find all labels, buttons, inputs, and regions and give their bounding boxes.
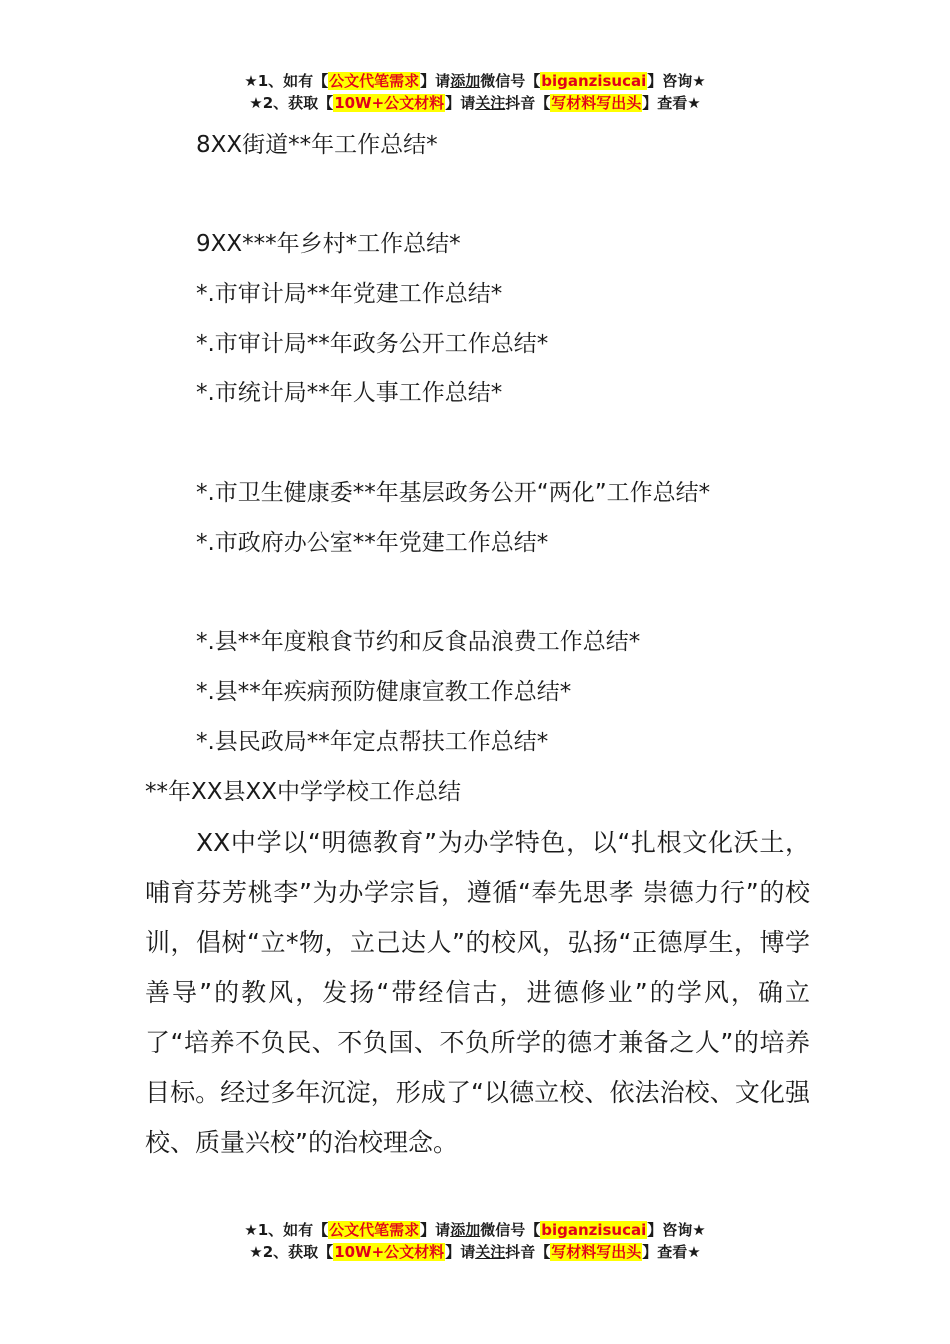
- wechat-id-highlight: biganzisucai: [541, 1221, 647, 1239]
- banner-text: 抖音【: [505, 94, 551, 112]
- header-banner: [0, 70, 950, 114]
- footer-banner: [0, 1219, 950, 1263]
- banner-line-2: [0, 1241, 950, 1263]
- document-title: **年XX县XX中学学校工作总结: [145, 779, 462, 805]
- banner-line-1: [0, 70, 950, 92]
- douyin-id-highlight: 写材料写出头: [551, 1243, 642, 1261]
- banner-text: 微信号【: [480, 72, 541, 90]
- banner-text: 微信号【: [480, 1221, 541, 1239]
- list-item: *.县**年度粮食节约和反食品浪费工作总结*: [196, 629, 641, 655]
- wechat-id-highlight: biganzisucai: [541, 72, 647, 90]
- banner-line-2: [0, 92, 950, 114]
- highlight-text: 10W+公文材料: [334, 1243, 445, 1261]
- banner-text: 】请: [420, 1221, 451, 1239]
- banner-text: ★2、获取【: [249, 94, 334, 112]
- banner-text: 】查看★: [642, 1243, 701, 1261]
- list-item: *.市政府办公室**年党建工作总结*: [196, 530, 549, 556]
- banner-text: 】请: [445, 1243, 476, 1261]
- douyin-id-highlight: 写材料写出头: [551, 94, 642, 112]
- highlight-text: 10W+公文材料: [334, 94, 445, 112]
- list-item: *.县**年疾病预防健康宣教工作总结*: [196, 679, 572, 705]
- banner-text: ★1、如有【: [244, 1221, 329, 1239]
- list-item: *.市审计局**年党建工作总结*: [196, 281, 503, 307]
- banner-text: 】咨询★: [647, 1221, 706, 1239]
- underlined-text: 添加: [450, 72, 481, 90]
- list-item: *.县民政局**年定点帮扶工作总结*: [196, 729, 549, 755]
- banner-text: 】请: [445, 94, 476, 112]
- list-item: *.市审计局**年政务公开工作总结*: [196, 331, 549, 357]
- highlight-text: 公文代笔需求: [329, 1221, 420, 1239]
- list-item: 9XX***年乡村*工作总结*: [196, 231, 461, 257]
- banner-text: 】请: [420, 72, 451, 90]
- list-item: 8XX街道**年工作总结*: [196, 132, 438, 158]
- underlined-text: 关注: [475, 1243, 506, 1261]
- body-paragraph: XX中学以“明德教育”为办学特色，以“扎根文化沃土，哺育芬芳桃李”为办学宗旨，遵循“奉先思孝 崇德力行”的校训，倡树“立*物，立己达人”的校风，弘扬“正德厚生，博学善导”的教风，发扬“带经信古，进德修业”的学风，确立了“培养不负民、不负国、不负所学的德才兼备之人”的培养目标。经过多年沉淀，形成了“以德立校、依法治校、文化强校、质量兴校”的治校理念。: [145, 828, 810, 1157]
- underlined-text: 关注: [475, 94, 506, 112]
- banner-line-1: [0, 1219, 950, 1241]
- banner-text: 】咨询★: [647, 72, 706, 90]
- banner-text: 抖音【: [505, 1243, 551, 1261]
- highlight-text: 公文代笔需求: [329, 72, 420, 90]
- underlined-text: 添加: [450, 1221, 481, 1239]
- list-item: *.市统计局**年人事工作总结*: [196, 380, 503, 406]
- banner-text: ★1、如有【: [244, 72, 329, 90]
- banner-text: 】查看★: [642, 94, 701, 112]
- list-item: *.市卫生健康委**年基层政务公开“两化”工作总结*: [196, 480, 711, 506]
- banner-text: ★2、获取【: [249, 1243, 334, 1261]
